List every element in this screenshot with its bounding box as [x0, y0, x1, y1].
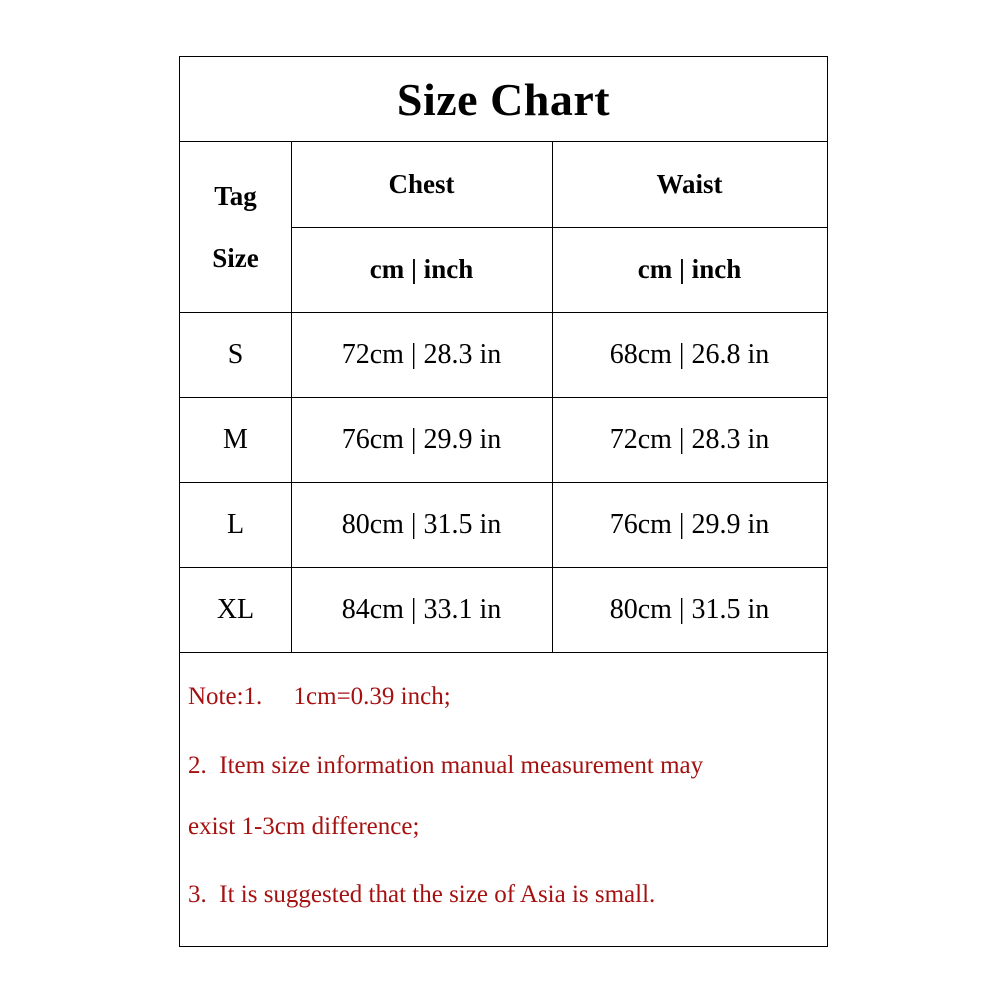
waist-cell: 76cm | 29.9 in — [609, 508, 770, 540]
note-line: exist 1-3cm difference; — [188, 813, 420, 840]
waist-cell: 80cm | 31.5 in — [609, 593, 770, 625]
tag-size-header-line1: Tag — [214, 181, 257, 211]
note-line: 2. Item size information manual measurement may — [188, 752, 704, 779]
chest-cell: 84cm | 33.1 in — [341, 593, 502, 625]
waist-header: Waist — [656, 169, 723, 199]
row-divider — [180, 652, 827, 653]
waist-cell: 72cm | 28.3 in — [609, 423, 770, 455]
chest-cell: 80cm | 31.5 in — [341, 508, 502, 540]
chest-cell: 76cm | 29.9 in — [341, 423, 502, 455]
row-divider — [180, 482, 827, 483]
chest-header: Chest — [388, 169, 455, 199]
chest-cell: 72cm | 28.3 in — [341, 338, 502, 370]
tag-size-header-line2: Size — [212, 243, 259, 273]
note-line: 3. It is suggested that the size of Asia is small. — [188, 881, 656, 908]
note-line: Note:1. 1cm=0.39 inch; — [188, 683, 451, 710]
chart-title: Size Chart — [396, 73, 611, 125]
chest-unit-header: cm | inch — [369, 254, 474, 284]
size-cell: L — [226, 508, 245, 540]
row-divider — [291, 227, 827, 228]
size-cell: S — [227, 338, 244, 370]
size-cell: M — [223, 423, 248, 455]
row-divider — [180, 312, 827, 313]
waist-unit-header: cm | inch — [637, 254, 742, 284]
size-chart — [179, 56, 828, 947]
row-divider — [180, 567, 827, 568]
row-divider — [180, 397, 827, 398]
waist-cell: 68cm | 26.8 in — [609, 338, 770, 370]
size-cell: XL — [216, 593, 255, 625]
title-row — [180, 57, 827, 142]
tag-size-header — [180, 142, 291, 312]
